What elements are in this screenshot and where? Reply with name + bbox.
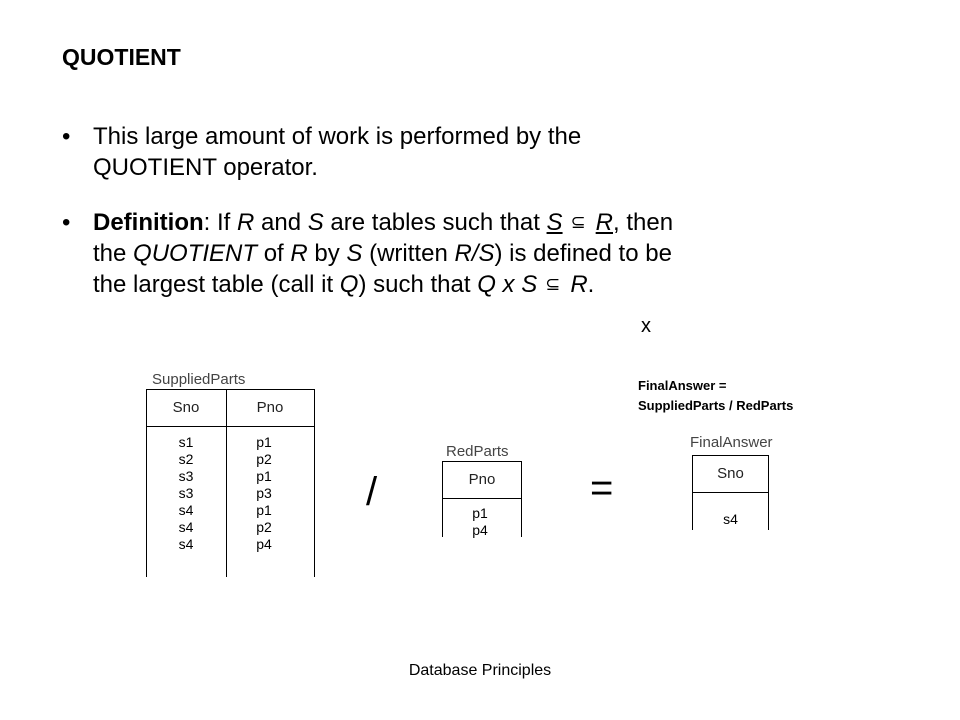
table-cell: s4 (723, 511, 738, 527)
text-segment: by (307, 240, 347, 267)
label-line: FinalAnswer = (638, 378, 727, 393)
text-segment: , then (613, 209, 674, 236)
table-border (314, 389, 315, 577)
sno-column (692, 511, 769, 528)
bullet-marker: • (62, 209, 71, 236)
table-cell: p4 (256, 536, 272, 552)
text-segment: . (587, 271, 595, 298)
final-answer-caption: FinalAnswer (690, 434, 773, 451)
text-segment: ) such that (358, 271, 478, 298)
definition-text (93, 207, 883, 300)
table-cell: s3 (178, 468, 194, 484)
text-segment: of (257, 240, 291, 267)
table-cell: s1 (178, 434, 194, 450)
var-r: R (290, 240, 308, 267)
slide-title: QUOTIENT (62, 44, 181, 70)
table-cell: s3 (178, 485, 194, 501)
sno-column (146, 434, 226, 553)
text-segment: ) is defined to be (494, 240, 672, 267)
text-segment: the (93, 240, 134, 267)
var-q: Q (339, 271, 359, 298)
var-s: S (346, 240, 363, 267)
subset-symbol: ⊆ (570, 212, 586, 232)
table-cell: p2 (256, 451, 272, 467)
table-border (146, 389, 315, 390)
table-cell: p2 (256, 519, 272, 535)
column-header-sno: Sno (717, 465, 744, 482)
red-parts-caption: RedParts (446, 443, 509, 460)
table-cell: s2 (178, 451, 194, 467)
quotient-word: QUOTIENT (133, 240, 258, 267)
var-r: R (570, 271, 588, 298)
table-cell: p1 (256, 468, 272, 484)
var-qxs: Q x S (477, 271, 538, 298)
table-cell: s4 (178, 502, 194, 518)
pno-column (440, 505, 520, 539)
x-mark: x (641, 315, 651, 337)
var-s-underlined: S (546, 209, 563, 236)
slide-footer: Database Principles (408, 662, 552, 679)
bullet-text (93, 121, 883, 183)
var-s: S (307, 209, 324, 236)
supplied-parts-caption: SuppliedParts (152, 371, 246, 388)
bullet-line: This large amount of work is performed by the (93, 123, 582, 150)
text-segment: the largest table (call it (93, 271, 340, 298)
pno-column (226, 434, 302, 553)
var-r: R (237, 209, 255, 236)
table-cell: s4 (178, 519, 194, 535)
table-border (146, 426, 315, 427)
column-header-pno: Pno (256, 399, 284, 416)
table-border (442, 461, 522, 462)
table-cell: p1 (256, 502, 272, 518)
var-r-underlined: R (595, 209, 613, 236)
table-cell: p1 (472, 505, 488, 521)
table-border (442, 498, 522, 499)
text-segment: are tables such that (323, 209, 547, 236)
table-cell: s4 (178, 536, 194, 552)
bullet-line: QUOTIENT operator. (93, 154, 318, 181)
final-answer-label (638, 376, 793, 416)
table-border (692, 455, 769, 456)
table-cell: p4 (472, 522, 488, 538)
text-segment: (written (362, 240, 455, 267)
equals-operator: = (590, 466, 614, 510)
table-cell: p3 (256, 485, 272, 501)
definition-label: Definition (93, 209, 204, 236)
column-header-pno: Pno (468, 471, 496, 488)
table-cell: p1 (256, 434, 272, 450)
label-line: SuppliedParts / RedParts (638, 398, 794, 413)
table-border (692, 492, 769, 493)
text-segment: : If (203, 209, 237, 236)
var-rs: R/S (454, 240, 495, 267)
subset-symbol: ⊆ (545, 274, 561, 294)
text-segment: and (254, 209, 308, 236)
divide-operator: / (366, 470, 378, 514)
bullet-marker: • (62, 123, 71, 150)
column-header-sno: Sno (172, 399, 200, 416)
